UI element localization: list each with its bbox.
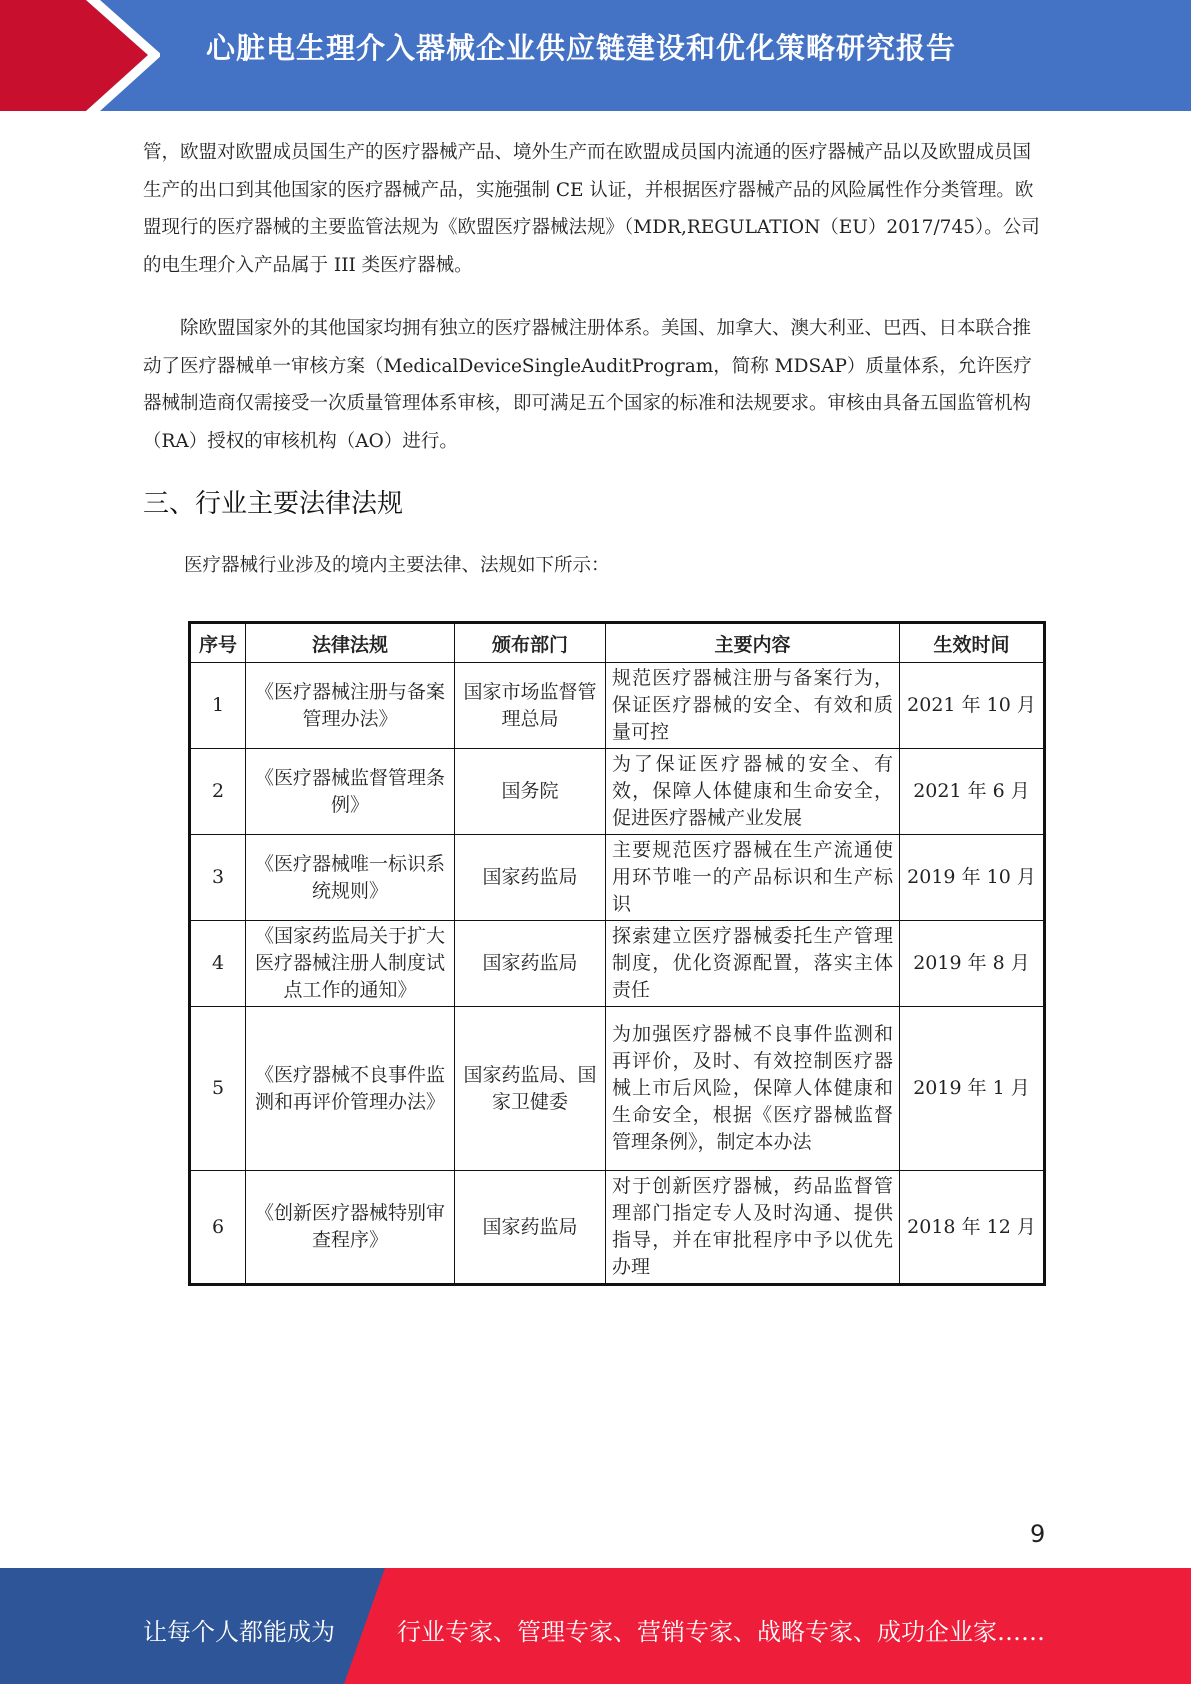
cell-date: 2021 年 10 月 <box>900 663 1045 749</box>
cell-dept: 国家市场监督管理总局 <box>455 663 606 749</box>
cell-law: 《医疗器械唯一标识系统规则》 <box>246 835 455 921</box>
cell-dept: 国家药监局 <box>455 835 606 921</box>
laws-table <box>188 621 1046 1286</box>
table-header-row <box>190 623 1045 663</box>
page-header <box>0 0 1191 111</box>
cell-content: 为了保证医疗器械的安全、有效，保障人体健康和生命安全，促进医疗器械产业发展 <box>606 749 900 835</box>
cell-date: 2021 年 6 月 <box>900 749 1045 835</box>
cell-date: 2019 年 1 月 <box>900 1007 1045 1171</box>
cell-law: 《医疗器械注册与备案管理办法》 <box>246 663 455 749</box>
table-row <box>190 835 1045 921</box>
cell-law: 《医疗器械监督管理条例》 <box>246 749 455 835</box>
footer-slogan-right: 行业专家、管理专家、营销专家、战略专家、成功企业家…… <box>397 1618 1045 1646</box>
paragraph-eu-regulation: 管，欧盟对欧盟成员国生产的医疗器械产品、境外生产而在欧盟成员国内流通的医疗器械产品以及欧盟成员国生产的出口到其他国家的医疗器械产品，实施强制 CE 认证，并根据医疗器械产品的风险属性作分类管理。欧盟现行的医疗器械的主要监管法规为《欧盟医疗器械法规》（MDR,REGULATION（EU）2017/745）。公司的电生理介入产品属于 III 类医疗器械。 <box>143 142 1040 276</box>
cell-dept: 国家药监局 <box>455 921 606 1007</box>
cell-dept: 国家药监局、国家卫健委 <box>455 1007 606 1171</box>
table-row <box>190 1007 1045 1171</box>
cell-law: 《创新医疗器械特别审查程序》 <box>246 1171 455 1285</box>
cell-content: 规范医疗器械注册与备案行为，保证医疗器械的安全、有效和质量可控 <box>606 663 900 749</box>
header-chevron-icon <box>0 0 160 111</box>
paragraph-mdsap: 除欧盟国家外的其他国家均拥有独立的医疗器械注册体系。美国、加拿大、澳大利亚、巴西、日本联合推动了医疗器械单一审核方案（MedicalDeviceSingleAuditProgram，简称 MDSAP）质量体系，允许医疗器械制造商仅需接受一次质量管理体系审核，即可满足五个国家的标准和法规要求。审核由具备五国监管机构（RA）授权的审核机构（AO）进行。 <box>143 318 1032 452</box>
col-header-date: 生效时间 <box>900 623 1045 663</box>
col-header-dept: 颁布部门 <box>455 623 606 663</box>
col-header-law: 法律法规 <box>246 623 455 663</box>
cell-date: 2019 年 10 月 <box>900 835 1045 921</box>
footer-slogan-left: 让每个人都能成为 <box>143 1618 335 1646</box>
cell-law: 《医疗器械不良事件监测和再评价管理办法》 <box>246 1007 455 1171</box>
cell-dept: 国家药监局 <box>455 1171 606 1285</box>
cell-date: 2018 年 12 月 <box>900 1171 1045 1285</box>
cell-content: 为加强医疗器械不良事件监测和再评价，及时、有效控制医疗器械上市后风险，保障人体健康和生命安全，根据《医疗器械监督管理条例》，制定本办法 <box>606 1007 900 1171</box>
cell-no: 1 <box>190 663 246 749</box>
cell-content: 对于创新医疗器械，药品监督管理部门指定专人及时沟通、提供指导，并在审批程序中予以优先办理 <box>606 1171 900 1285</box>
section-heading: 三、行业主要法律法规 <box>143 489 404 519</box>
report-title: 心脏电生理介入器械企业供应链建设和优化策略研究报告 <box>206 31 957 65</box>
cell-law: 《国家药监局关于扩大医疗器械注册人制度试点工作的通知》 <box>246 921 455 1007</box>
cell-no: 5 <box>190 1007 246 1171</box>
cell-dept: 国务院 <box>455 749 606 835</box>
table-row <box>190 663 1045 749</box>
cell-content: 主要规范医疗器械在生产流通使用环节唯一的产品标识和生产标识 <box>606 835 900 921</box>
col-header-content: 主要内容 <box>606 623 900 663</box>
page-number: 9 <box>1030 1520 1046 1548</box>
table-row <box>190 1171 1045 1285</box>
cell-date: 2019 年 8 月 <box>900 921 1045 1007</box>
page-footer <box>0 1568 1191 1684</box>
cell-no: 3 <box>190 835 246 921</box>
table-intro: 医疗器械行业涉及的境内主要法律、法规如下所示： <box>184 555 610 576</box>
cell-no: 2 <box>190 749 246 835</box>
cell-content: 探索建立医疗器械委托生产管理制度，优化资源配置，落实主体责任 <box>606 921 900 1007</box>
cell-no: 6 <box>190 1171 246 1285</box>
col-header-no: 序号 <box>190 623 246 663</box>
table-row <box>190 921 1045 1007</box>
cell-no: 4 <box>190 921 246 1007</box>
table-row <box>190 749 1045 835</box>
